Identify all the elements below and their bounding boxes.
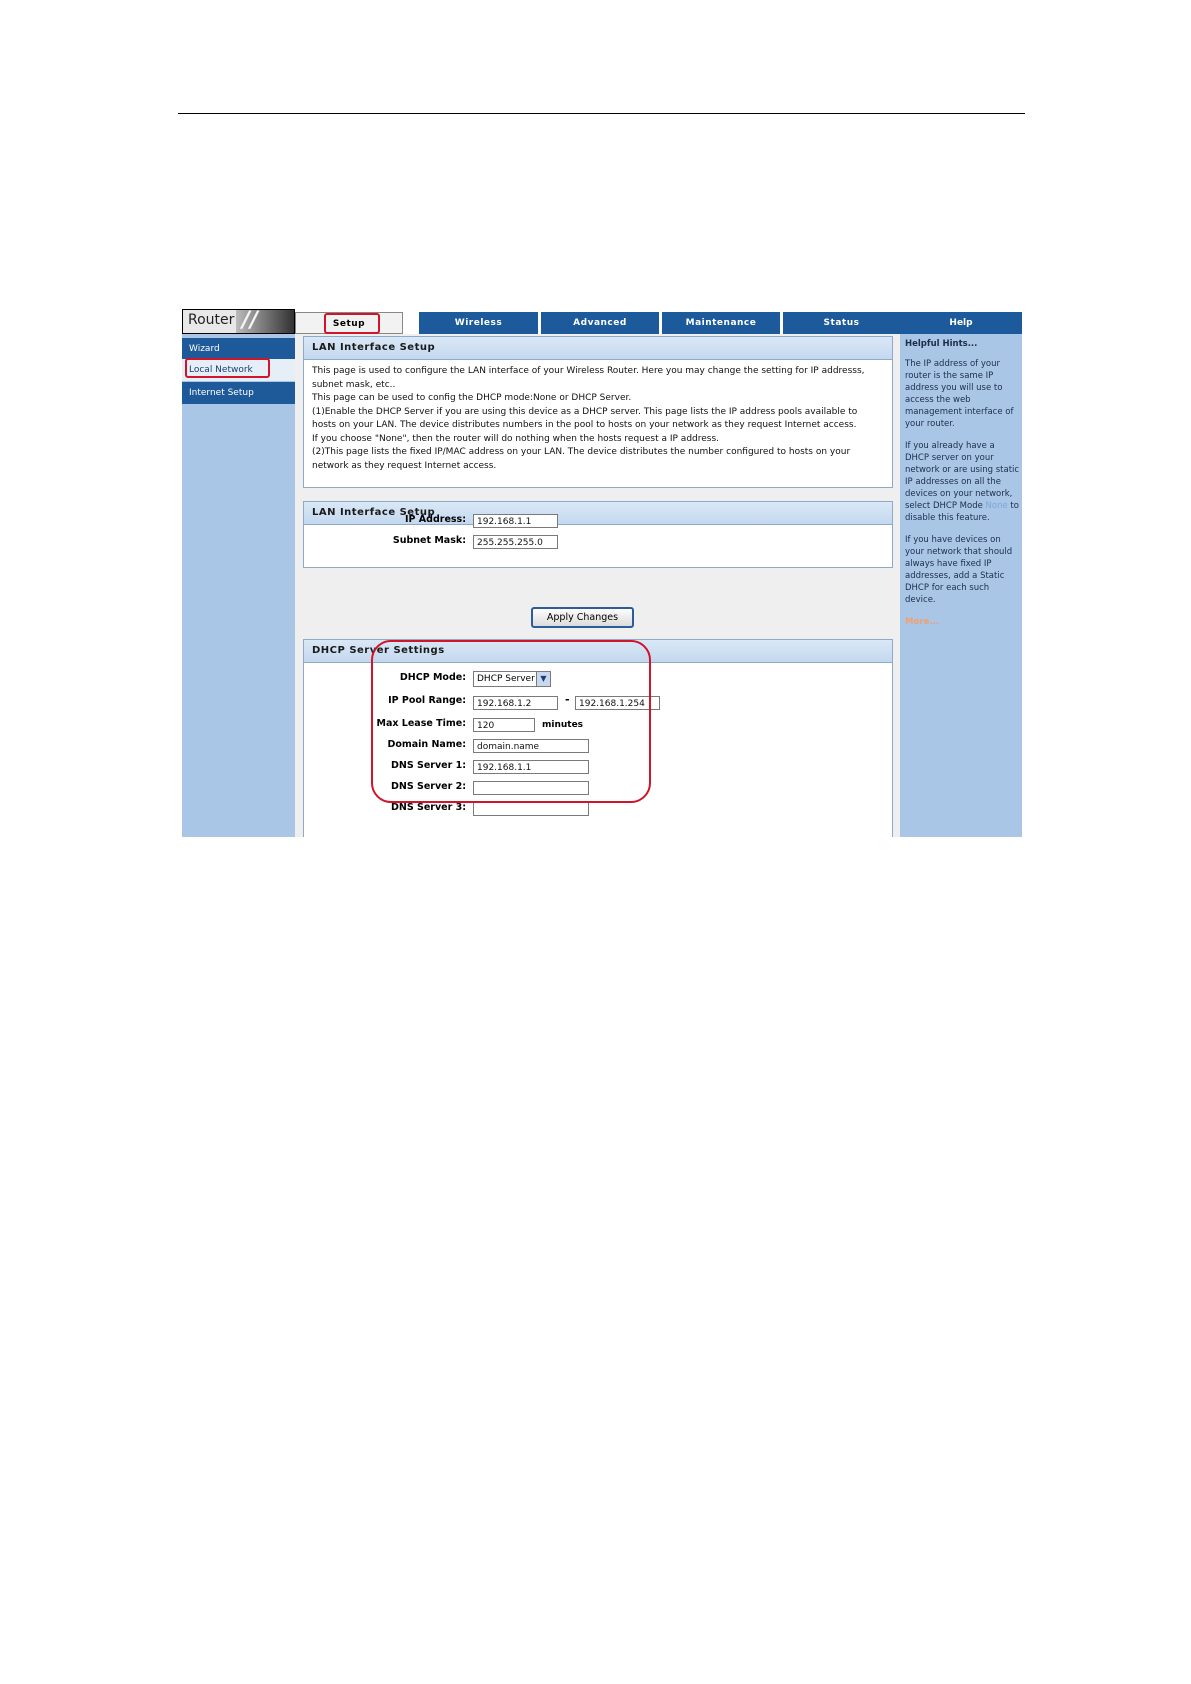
help-text (905, 338, 1020, 638)
sidebar (182, 309, 295, 837)
main-content (295, 334, 900, 837)
sidebar-item-internet-setup[interactable]: Internet Setup (182, 382, 295, 404)
domain-name-label: Domain Name: (387, 739, 466, 750)
router-logo (182, 309, 295, 334)
ip-pool-start-input[interactable]: 192.168.1.2 (473, 696, 558, 710)
lan-info-line: (2)This page lists the fixed IP/MAC address on your LAN. The device distributes the number configured to hosts on your network as they request Internet access. (312, 447, 851, 471)
dns-server-3-label: DNS Server 3: (391, 802, 466, 813)
lan-info-title: LAN Interface Setup (304, 337, 892, 360)
tab-wireless[interactable]: Wireless (419, 312, 538, 334)
sidebar-item-wizard[interactable]: Wizard (182, 338, 295, 360)
tab-setup[interactable]: Setup (295, 312, 403, 334)
lan-setup-title: LAN Interface Setup (304, 502, 892, 525)
apply-changes-button[interactable]: Apply Changes (531, 607, 634, 628)
help-heading: Helpful Hints... (905, 339, 978, 349)
help-paragraph: If you have devices on your network that should always have fixed IP addresses, add a Static DHCP for each such device. (905, 535, 1013, 605)
help-paragraph (905, 440, 1020, 524)
tab-advanced[interactable]: Advanced (541, 312, 659, 334)
dns-server-1-input[interactable]: 192.168.1.1 (473, 760, 589, 774)
sidebar-item-local-network[interactable]: Local Network (182, 359, 295, 381)
dns-server-1-label: DNS Server 1: (391, 760, 466, 771)
dns-server-2-label: DNS Server 2: (391, 781, 466, 792)
lan-info-line: This page can be used to config the DHCP mode:None or DHCP Server. (312, 393, 632, 403)
dhcp-fields-highlight (371, 640, 651, 803)
dns-server-3-input[interactable] (473, 802, 589, 816)
ip-pool-end-input[interactable]: 192.168.1.254 (575, 696, 660, 710)
help-text-part: If you already have a DHCP server on your network or are using static IP addresses on all the devices on your network, select DHCP Mode (905, 441, 1020, 511)
max-lease-input[interactable]: 120 (473, 718, 535, 732)
lan-setup-panel (303, 501, 893, 568)
logo-slash-graphic (236, 310, 295, 334)
lan-info-description (304, 360, 892, 473)
dhcp-mode-value: DHCP Server (477, 674, 535, 684)
ip-pool-dash: - (565, 693, 570, 706)
logo-text: Router (188, 312, 235, 328)
page-header-rule (178, 113, 1025, 114)
help-paragraph: The IP address of your router is the same IP address you will use to access the web management interface of your router. (905, 359, 1014, 429)
help-text-part: to disable this feature. (905, 501, 1019, 523)
help-more-link[interactable]: More... (905, 617, 939, 627)
router-admin-screenshot (182, 309, 1022, 837)
lan-info-line: This page is used to configure the LAN interface of your Wireless Router. Here you may change the setting for IP addresss, subnet mask, etc.. (312, 366, 865, 390)
max-lease-label: Max Lease Time: (376, 718, 466, 729)
tab-maintenance[interactable]: Maintenance (662, 312, 780, 334)
subnet-mask-label: Subnet Mask: (392, 535, 466, 546)
lan-info-line: (1)Enable the DHCP Server if you are using this device as a DHCP server. This page lists the IP address pools available to hosts on your LAN. The device distributes numbers in the pool to hosts on your network as they request Internet access. (312, 406, 858, 430)
logo-slashes: // (242, 309, 259, 333)
dhcp-mode-label: DHCP Mode: (399, 672, 466, 683)
tab-status[interactable]: Status (783, 312, 900, 334)
help-none-link[interactable]: None (985, 501, 1008, 511)
ip-pool-label: IP Pool Range: (388, 695, 466, 706)
lease-unit: minutes (542, 720, 584, 730)
chevron-down-icon[interactable]: ▼ (536, 672, 550, 686)
setup-tab-highlight (324, 313, 380, 334)
lan-info-line: If you choose "None", then the router will do nothing when the hosts request a IP address. (312, 433, 720, 444)
local-network-highlight (185, 358, 270, 378)
help-panel (900, 334, 1022, 837)
ip-address-label: IP Address: (405, 514, 466, 525)
ip-address-input[interactable]: 192.168.1.1 (473, 514, 558, 528)
dhcp-title: DHCP Server Settings (304, 640, 892, 663)
lan-info-panel (303, 336, 893, 488)
subnet-mask-input[interactable]: 255.255.255.0 (473, 535, 558, 549)
tab-help[interactable]: Help (900, 312, 1022, 334)
domain-name-input[interactable]: domain.name (473, 739, 589, 753)
